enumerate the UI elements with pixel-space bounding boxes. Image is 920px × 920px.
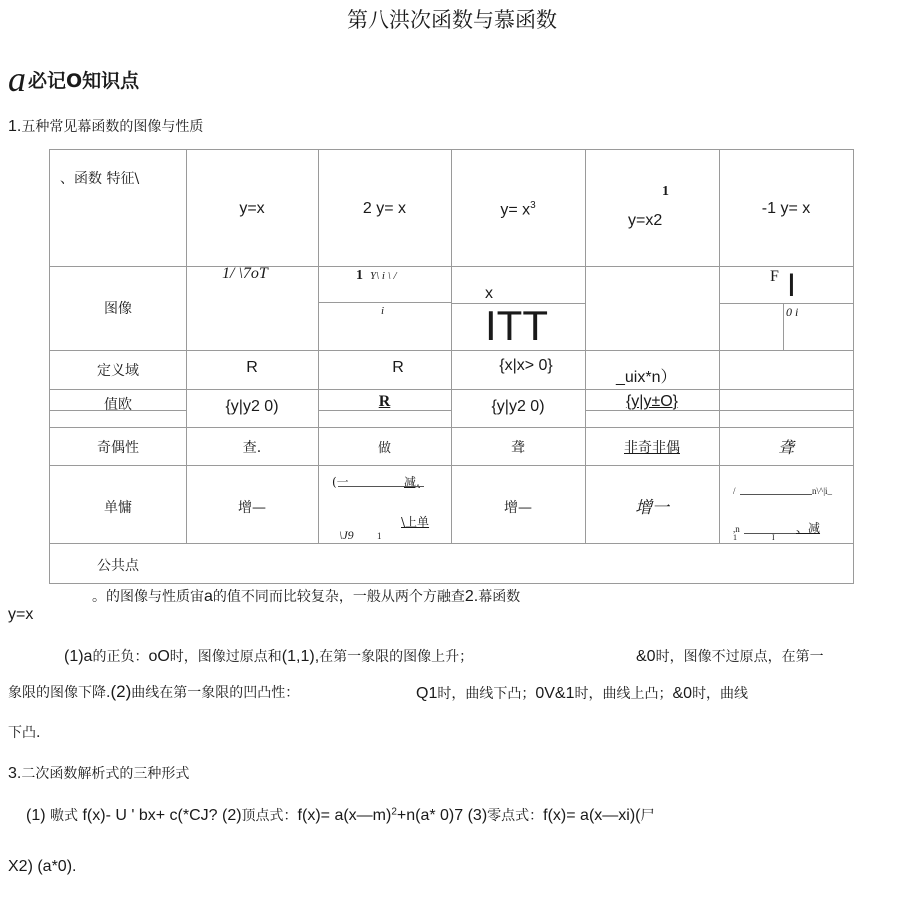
header-function-square: 2 y= x [362, 200, 407, 217]
p2-i2: oO [148, 648, 170, 665]
header-function-cube [451, 200, 585, 219]
formula-y-equals-x: y=x [8, 606, 34, 623]
table-grid-line [50, 389, 854, 390]
p3-i4: &0 [672, 685, 693, 702]
row-label-common-point: 公共点 [97, 558, 139, 574]
table-corner-header: 、函数 特征\ [60, 171, 140, 187]
graph-reciprocal-sketch-2: I [787, 267, 796, 303]
subsection-1-number: 1. [8, 118, 22, 135]
graph-square-sketch-3: i [381, 305, 385, 317]
mono-reciprocal-2: n\^|i_ [812, 486, 833, 496]
table-grid-line [853, 150, 854, 584]
parity-linear: 查. [242, 440, 262, 456]
domain-linear: R [246, 359, 258, 376]
mono-reciprocal-3: ,n [733, 524, 740, 534]
table-grid-line [318, 302, 451, 303]
para1-text3: 幕函数 [478, 589, 521, 605]
p2-t2: 时，图像过原点和 [169, 649, 282, 665]
p5-i4: +n(a* 0)7 (3) [396, 807, 488, 824]
row-label-parity: 奇偶性 [97, 440, 139, 456]
p3-t2: 曲线在第一象限的凹凸性： [131, 685, 300, 701]
p3-i1: (2) [110, 682, 132, 701]
parity-cube: 聋 [511, 440, 525, 456]
mono-sqrt: 增一 [635, 498, 669, 518]
table-grid-line [783, 303, 784, 351]
graph-reciprocal-sketch-3: 0 i [786, 305, 799, 319]
mono-reciprocal-4: 、减 [796, 521, 821, 535]
mono-square-2: 减, [404, 475, 420, 489]
sqrt-exponent-label: 1 [662, 184, 669, 199]
cube-exponent: 3 [530, 200, 536, 211]
p5-i3: f(x)= a(x—m) [297, 807, 392, 824]
range-sqrt: {y|y±O} [625, 393, 679, 410]
mono-reciprocal-rule-2 [744, 533, 796, 534]
graph-linear-sketch-text: 1/ \7oT [222, 265, 268, 282]
graph-reciprocal-sketch-1: F [770, 268, 779, 285]
table-grid-line [719, 303, 853, 304]
subsection-3-text: 二次函数解析式的三种形式 [21, 766, 190, 782]
range-cube: {y|y2 0) [491, 398, 545, 415]
paragraph-concavity-end: 下凸. [8, 725, 41, 741]
header-function-sqrt: y=x2 [628, 212, 663, 229]
table-grid-line [50, 543, 854, 544]
para1-text: 。的图像与性质宙 [92, 589, 204, 605]
p2-i4: &0 [636, 648, 656, 665]
parity-sqrt: 非奇非偶 [624, 440, 680, 456]
paragraph-power-intro [92, 586, 520, 606]
subsection-1-heading [8, 116, 203, 136]
heading-label: 必记O知识点 [28, 70, 140, 92]
cube-function-label: y= x [500, 201, 531, 219]
graph-cube-sketch: ITT [485, 302, 548, 349]
table-grid-line [50, 266, 854, 267]
p5-t4: 尸 [640, 808, 655, 824]
row-label-domain: 定义域 [97, 363, 139, 379]
table-grid-line [50, 427, 854, 428]
power-function-table [49, 149, 854, 584]
mono-square-1: (一 [332, 475, 349, 489]
mono-square-4: \J9 [339, 528, 354, 542]
paragraph-quadratic-forms [26, 805, 654, 825]
range-linear: {y|y2 0) [225, 398, 279, 415]
p3-i3: 0V&1 [535, 685, 575, 702]
heading-italic-a: a [8, 59, 26, 99]
row-label-range: 值欧 [104, 397, 132, 413]
mono-reciprocal-1: / [733, 486, 736, 496]
domain-cube: {x|x> 0} [499, 357, 553, 374]
mono-square-3: \上单 [401, 515, 430, 529]
p3-t5: 时，曲线 [692, 686, 749, 702]
domain-square: R [392, 359, 404, 376]
document-title: 第八洪次函数与慕函数 [347, 8, 557, 32]
graph-cube-x-label: x [485, 285, 493, 302]
graph-square-sketch-1: 1 [356, 268, 363, 283]
parity-reciprocal: 聋 [777, 438, 794, 457]
p3-t1: 象限的图像下降. [8, 685, 111, 701]
para1-number: 2. [464, 588, 479, 605]
p5-t3: 零点式： [487, 808, 544, 824]
mono-reciprocal-5: 1 [733, 533, 737, 542]
p2-i1: (1)a [64, 648, 93, 665]
para1-text2: 的值不同而比较复杂，一般从两个方融查 [212, 589, 465, 605]
table-grid-line [50, 465, 854, 466]
para1-a: a [204, 588, 213, 605]
p3-i2: Q1 [416, 685, 438, 702]
row-label-monotonicity: 单慵 [104, 500, 132, 516]
mono-reciprocal-6: I [772, 533, 775, 542]
p5-t1: 嗷式 [45, 808, 83, 824]
mono-cube: 增— [504, 500, 532, 516]
p2-t3: 在第一象限的图像上升； [319, 649, 474, 665]
header-function-linear: y=x [239, 200, 265, 217]
section-heading [8, 58, 139, 100]
table-grid-line [585, 150, 586, 544]
paragraph-sign-of-a-cont [636, 646, 824, 666]
mono-square-rule [338, 486, 424, 487]
p5-i2: f(x)- U ' bx+ c(*CJ? (2) [82, 807, 242, 824]
header-function-reciprocal: -1 y= x [761, 200, 811, 217]
paragraph-quadratic-end: X2) (a*0). [8, 858, 77, 875]
domain-sqrt: _uix*n） [616, 369, 677, 386]
subsection-3-heading [8, 763, 189, 783]
paragraph-concavity-cont [416, 683, 748, 703]
graph-square-sketch-2: Y\ i \ / [370, 270, 397, 282]
range-square: R [378, 393, 391, 410]
mono-reciprocal-rule-1 [740, 494, 812, 495]
p5-t2: 顶点式： [241, 808, 298, 824]
table-grid-line [50, 583, 854, 584]
paragraph-concavity [8, 682, 299, 702]
subsection-3-number: 3. [8, 765, 22, 782]
p3-t3: 时，曲线下凸； [437, 686, 536, 702]
subsection-1-text: 五种常见幕函数的图像与性质 [21, 119, 204, 135]
mono-linear: 增— [238, 500, 266, 516]
p3-t4: 时，曲线上凸； [574, 686, 673, 702]
p5-i5: f(x)= a(x—xi)( [543, 807, 641, 824]
p2-t1: 的正负： [92, 649, 149, 665]
p2-t4: 时，图像不过原点，在第一 [655, 649, 824, 665]
p5-i1: (1) [26, 807, 46, 824]
parity-square: 做 [377, 441, 391, 456]
p2-i3: (1,1), [281, 648, 320, 665]
table-grid-line [50, 350, 854, 351]
row-label-graph: 图像 [104, 301, 132, 317]
paragraph-sign-of-a [64, 646, 473, 666]
mono-square-5: 1 [377, 531, 382, 541]
p5-sup: 2 [391, 806, 397, 818]
